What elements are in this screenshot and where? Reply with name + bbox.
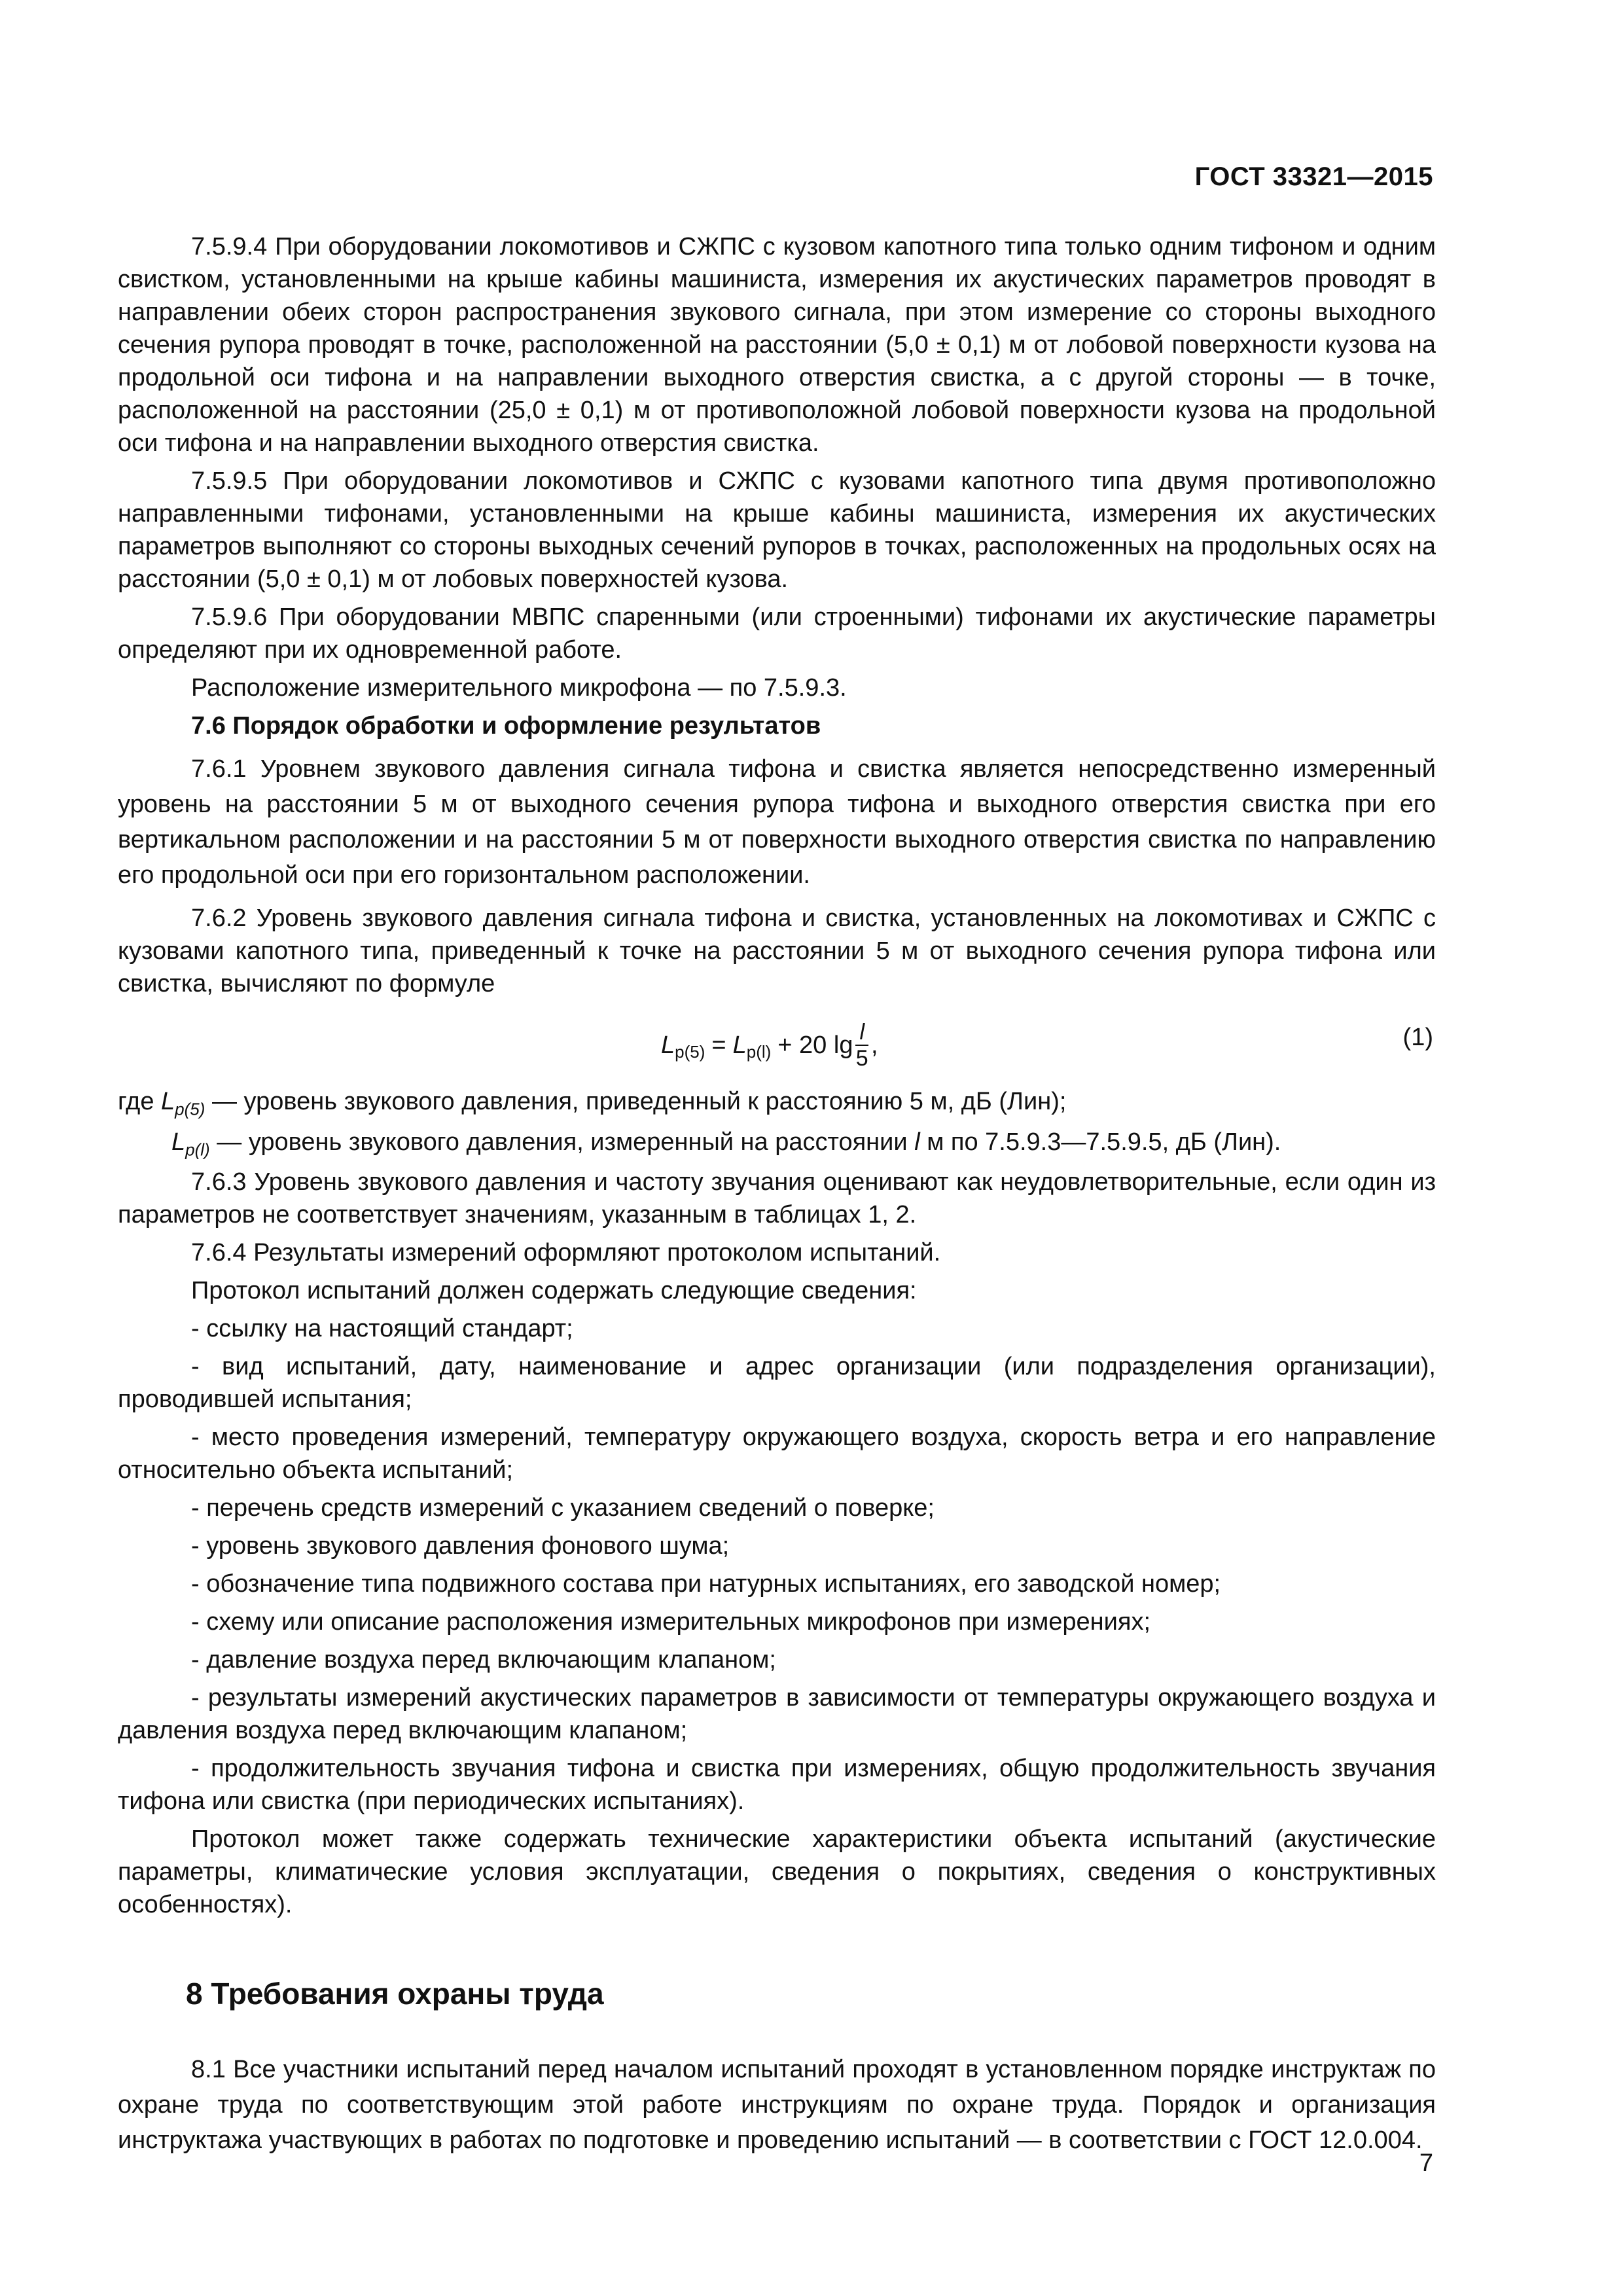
list-item: - результаты измерений акустических параметров в зависимости от температуры окружающего воздуха и давления воздуха перед включающим клапаном; xyxy=(118,1684,1436,1745)
formula-row xyxy=(118,1008,1436,1085)
legend-line-1: где $L_{p(5)}$ — уровень звукового давления, приведенный к расстоянию 5 м, дБ (Лин); xyxy=(118,1088,1067,1119)
formula-number: (1) xyxy=(1402,1024,1433,1051)
paragraph-protocol-optional: Протокол может также содержать технические характеристики объекта испытаний (акустические параметры, климатические условия эксплуатации, сведения о покрытиях, сведения о конструктивных особенностях). xyxy=(118,1825,1436,1919)
formula-rhs-sub: p(l) xyxy=(746,1042,772,1062)
fraction-denominator: 5 xyxy=(855,1046,868,1071)
paragraph-7-5-9-4: 7.5.9.4 При оборудовании локомотивов и СЖПС с кузовом капотного типа только одним тифоном и одним свистком, установленными на крыше кабины машиниста, измерения их акустических параметров проводят в направлении обеих сторон распространения звукового сигнала, при этом измерение со стороны выходного сечения рупора проводят в точке, расположенной на расстоянии (5,0 ± 0,1) м от лобовой поверхности кузова на продольной оси тифона и на направлении выходного отверстия свистка, а с другой стороны — в точке, расположенной на расстоянии (25,0 ± 0,1) м от противоположной лобовой поверхности кузова на продольной оси тифона и на направлении выходного отверстия свистка. xyxy=(118,233,1436,457)
list-item: - уровень звукового давления фонового шума; xyxy=(191,1532,730,1560)
page-content xyxy=(118,230,1436,2158)
standard-designation: ГОСТ 33321—2015 xyxy=(1194,162,1433,191)
section-heading-8: 8 Требования охраны труда xyxy=(186,1977,604,2011)
list-item: - продолжительность звучания тифона и свистка при измерениях, общую продолжительность звучания тифона или свистка (при периодических испытаниях). xyxy=(118,1755,1436,1816)
formula-equals: = xyxy=(711,1031,726,1059)
paragraph-7-6-1: 7.6.1 Уровнем звукового давления сигнала тифона и свистка является непосредственно измеренный уровень на расстоянии 5 м от выходного сечения рупора тифона и выходного отверстия свистка при его вертикальном расположении и на расстоянии 5 м от поверхности выходного отверстия свистка по направлению его продольной оси при его горизонтальном расположении. xyxy=(118,755,1436,889)
subsection-heading-7-6: 7.6 Порядок обработки и оформление результатов xyxy=(191,712,821,740)
formula-legend xyxy=(118,1085,1436,1166)
legend-line-2: $L_{p(l)}$ — уровень звукового давления, измеренный на расстоянии l м по 7.5.9.3—7.5.9.5, дБ (Лин). xyxy=(171,1128,1281,1160)
formula-comma: , xyxy=(871,1031,878,1059)
list-item: - обозначение типа подвижного состава при натурных испытаниях, его заводской номер; xyxy=(191,1570,1221,1598)
formula-1 xyxy=(661,1020,878,1071)
list-item: - ссылку на настоящий стандарт; xyxy=(191,1315,573,1343)
paragraph-protocol-contents: Протокол испытаний должен содержать следующие сведения: xyxy=(191,1277,917,1305)
paragraph-7-6-2: 7.6.2 Уровень звукового давления сигнала тифона и свистка, установленных на локомотивах и СЖПС с кузовами капотного типа, приведенный к точке на расстоянии 5 м от выходного сечения рупора тифона или свистка, вычисляют по формуле xyxy=(118,905,1436,997)
list-item: - схему или описание расположения измерительных микрофонов при измерениях; xyxy=(191,1608,1151,1636)
paragraph-7-6-3: 7.6.3 Уровень звукового давления и частоту звучания оценивают как неудовлетворительные, если один из параметров не соответствует значениям, указанным в таблицах 1, 2. xyxy=(118,1168,1436,1229)
formula-rhs-symbol: L xyxy=(732,1031,747,1059)
list-item: - давление воздуха перед включающим клапаном; xyxy=(191,1646,776,1674)
paragraph-7-6-4: 7.6.4 Результаты измерений оформляют протоколом испытаний. xyxy=(191,1239,941,1267)
list-item: - перечень средств измерений с указанием сведений о поверке; xyxy=(191,1494,935,1522)
page-number: 7 xyxy=(1419,2149,1433,2177)
formula-lhs-sub: p(5) xyxy=(675,1042,705,1062)
list-item: - место проведения измерений, температуру окружающего воздуха, скорость ветра и его направление относительно объекта испытаний; xyxy=(118,1424,1436,1484)
list-item: - вид испытаний, дату, наименование и адрес организации (или подразделения организации), проводившей испытания; xyxy=(118,1353,1436,1414)
paragraph-8-1: 8.1 Все участники испытаний перед началом испытаний проходят в установленном порядке инструктаж по охране труда по соответствующим этой работе инструкциям по охране труда. Порядок и организация инструктажа участвующих в работах по подготовке и проведению испытаний — в соответствии с ГОСТ 12.0.004. xyxy=(118,2056,1436,2155)
paragraph-7-5-9-6: 7.5.9.6 При оборудовании МВПС спаренными (или строенными) тифонами их акустические параметры определяют при их одновременной работе. xyxy=(118,603,1436,664)
formula-log-term: + 20 lg xyxy=(777,1031,853,1059)
formula-fraction xyxy=(855,1020,868,1071)
paragraph-microphone-location: Расположение измерительного микрофона — по 7.5.9.3. xyxy=(191,674,847,702)
fraction-numerator: l xyxy=(855,1020,868,1046)
formula-lhs-symbol: L xyxy=(661,1031,675,1059)
paragraph-7-5-9-5: 7.5.9.5 При оборудовании локомотивов и СЖПС с кузовами капотного типа двумя противоположно направленными тифонами, установленными на крыше кабины машиниста, измерения их акустических параметров выполняют со стороны выходных сечений рупоров в точках, расположенных на продольных осях на расстоянии (5,0 ± 0,1) м от лобовых поверхностей кузова. xyxy=(118,467,1436,593)
